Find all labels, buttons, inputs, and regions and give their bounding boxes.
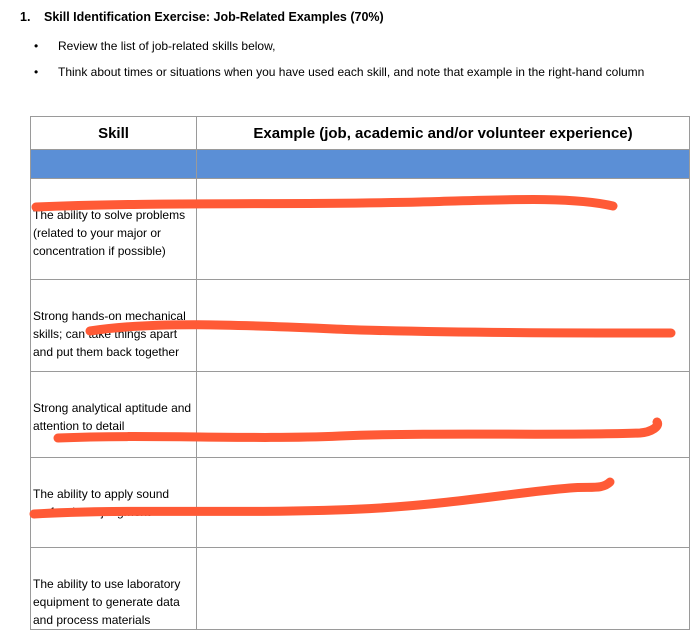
example-column-header: Example (job, academic and/or volunteer experience) bbox=[197, 117, 690, 150]
example-cell[interactable] bbox=[197, 280, 690, 372]
example-cell[interactable] bbox=[197, 458, 690, 548]
instruction-bullet-1 bbox=[34, 39, 275, 53]
skill-cell bbox=[31, 280, 197, 372]
bullet-symbol: • bbox=[34, 65, 39, 79]
table-row bbox=[31, 280, 690, 372]
blue-band-cell bbox=[31, 150, 197, 179]
skill-cell bbox=[31, 179, 197, 280]
example-cell[interactable] bbox=[197, 179, 690, 280]
skill-text: The ability to use laboratory equipment to generate data and process materials bbox=[33, 577, 181, 627]
table-row bbox=[31, 179, 690, 280]
skill-text: The ability to apply sound professional judgment bbox=[33, 487, 170, 519]
skills-table bbox=[30, 116, 690, 630]
table-row bbox=[31, 372, 690, 458]
skill-text: Strong analytical aptitude and attention to detail bbox=[33, 401, 192, 433]
skill-text: Strong hands-on mechanical skills; can take things apart and put them back together bbox=[33, 309, 186, 359]
heading-number: 1. bbox=[20, 10, 31, 24]
instruction-bullet-2 bbox=[34, 65, 644, 79]
skill-cell bbox=[31, 548, 197, 630]
bullet-symbol: • bbox=[34, 39, 39, 53]
blue-band-cell bbox=[197, 150, 690, 179]
table-row bbox=[31, 458, 690, 548]
skill-text: The ability to solve problems (related to your major or concentration if possible) bbox=[33, 208, 186, 258]
table-header-row bbox=[31, 117, 690, 150]
example-cell[interactable] bbox=[197, 372, 690, 458]
skill-column-header: Skill bbox=[31, 117, 197, 150]
heading-text: Skill Identification Exercise: Job-Related Examples (70%) bbox=[44, 10, 384, 24]
blue-band-row bbox=[31, 150, 690, 179]
bullet-text: Think about times or situations when you have used each skill, and note that example in the right-hand column bbox=[58, 65, 645, 79]
skill-cell bbox=[31, 458, 197, 548]
exercise-heading bbox=[20, 10, 384, 24]
table-row bbox=[31, 548, 690, 630]
bullet-text: Review the list of job-related skills below, bbox=[58, 39, 276, 53]
example-cell[interactable] bbox=[197, 548, 690, 630]
skill-cell bbox=[31, 372, 197, 458]
